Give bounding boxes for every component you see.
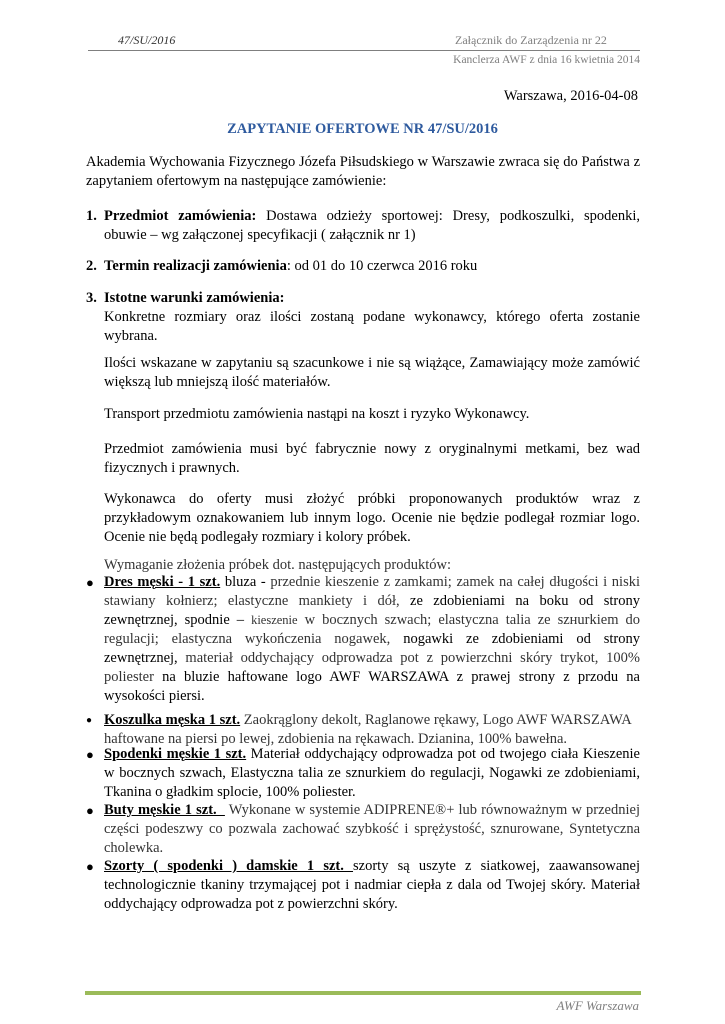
bullet-koszulka (104, 711, 640, 749)
koszulka-text-2: haftowane na piersi po lewej, zdobienia na rękawach. Dzianina, 100% bawełna. (104, 731, 568, 747)
dres-text-6: w bocznych szwach; elastyczna talia ze szнurkiem do regulacji; elastyczna wykończenia nogawek, (104, 612, 640, 647)
footer-divider (85, 991, 641, 995)
paragraph-new-item: Przedmiot zamówienia musi być fabrycznie nowy z oryginalnymi metkami, bez wad fizycznych i prawnych. (104, 441, 640, 476)
dres-text-4: – (229, 612, 252, 628)
bullet-dot-icon: ● (86, 803, 94, 818)
point-2-heading: Termin realizacji zamówienia (104, 258, 287, 274)
dres-text-9: na bluzie haftowane logo AWF WARSZAWA z prawej strony z przodu na wysokości piersi. (104, 669, 640, 704)
document-date: Warszawa, 2016-04-08 (503, 88, 638, 104)
bullet-szorty (104, 857, 640, 914)
bullet-dot-icon: ● (86, 859, 94, 874)
point-2-text: : od 01 do 10 czerwca 2016 roku (286, 258, 478, 274)
bullet-dot-icon: ● (86, 747, 94, 762)
dres-text-1: bluza - (220, 574, 271, 590)
bullet-dot-icon: ● (86, 575, 94, 590)
paragraph-samples-required: Wymaganie złożenia próbek dot. następujących produktów: (104, 557, 452, 573)
point-3 (104, 289, 640, 346)
buty-name: Buty męskie 1 szt. (104, 802, 225, 818)
spodenki-text-1: Materiał oddychający odprowadza pot od twojego ciała Kieszenie w bocznych szwach, Elastyczna talia ze sznurkiem do regulacji, Nogawki ze zdobieniami, Tkanina o gładkim splocie, 100% poliester. (104, 746, 640, 800)
footer-text: AWF Warszawa (556, 998, 639, 1013)
point-3-number: 3. (86, 290, 97, 306)
bullet-dres (104, 573, 640, 706)
szorty-name: Szorty ( spodenki ) damskie 1 szt. (104, 858, 354, 874)
paragraph-quantities: Ilości wskazane w zapytaniu są szacunkowe i nie są wiążące, Zamawiający może zamówić większą lub mniejszą ilość materiałów. (104, 355, 640, 390)
header-divider (88, 50, 640, 51)
point-1 (104, 207, 640, 245)
point-3-heading: Istotne warunki zamówienia: (104, 290, 285, 306)
dres-text-7: nogawki ze zdobieniami od strony zewnętrznej, (104, 631, 641, 666)
dres-text-5: kieszenie (251, 613, 298, 627)
bullet-buty (104, 801, 640, 858)
koszulka-text-1: Zaokrąglony dekolt, Raglanowe rękawy, Logo AWF WARSZAWA (240, 712, 632, 728)
document-title: ZAPYTANIE OFERTOWE NR 47/SU/2016 (227, 121, 498, 137)
point-2-number: 2. (86, 258, 97, 274)
point-1-heading: Przedmiot zamówienia: (104, 208, 257, 224)
paragraph-samples: Wykonawca do oferty musi złożyć próbki proponowanych produktów wraz z przykładowym oznakowaniem lub innym logo. Ocenie nie będzie podlegał rozmiar logo. Ocenie nie będą podlegały rozmiary i kolory próbek. (104, 491, 640, 545)
header-doc-number: 47/SU/2016 (118, 33, 176, 47)
header-attachment-line2: Kanclerza AWF z dnia 16 kwietnia 2014 (453, 54, 640, 66)
szorty-text-1: szorty są uszyte z siatkowej, zaawansowanej technologicznie tkaniny trzymającej pot i nadmiar ciepła z dala od Twojej skóry. Materiał oddychający odprowadza pot z powierzchni skóry. (104, 858, 640, 912)
dres-text-8: materiał oddychający odprowadza pot z powierzchni skóry trykot, 100% poliester (104, 650, 640, 685)
dres-text-2: przednie kieszenie z zamkami; zamek na całej długości i niski stawiany kołnierz; elastyczne mankiety i dół, (104, 574, 641, 609)
koszulka-name: Koszulka męska 1 szt. (104, 712, 241, 728)
point-1-text: Dostawa odzieży sportowej: Dresy, podkoszulki, spodenki, obuwie – wg załączonej specyfikacji ( załącznik nr 1) (104, 208, 640, 243)
paragraph-transport: Transport przedmiotu zamówienia nastąpi na koszt i ryzyko Wykonawcy. (104, 406, 530, 422)
point-2 (104, 257, 640, 276)
header-attachment-line1: Załącznik do Zarządzenia nr 22 (455, 33, 607, 47)
dres-name: Dres męski - 1 szt. (104, 574, 221, 590)
intro-paragraph: Akademia Wychowania Fizycznego Józefa Piłsudskiego w Warszawie zwraca się do Państwa z zapytaniem ofertowym na następujące zamówienie: (86, 154, 640, 189)
bullet-spodenki (104, 745, 640, 802)
dres-text-3: ze zdobieniami na boku od strony zewnętrznej, spodnie (104, 593, 640, 628)
point-1-number: 1. (86, 208, 97, 224)
buty-text-1: Wykonane w systemie ADIPRENE®+ lub równoważnym w przedniej części podeszwy co pozwala zachować szybkość i sprężystość, sznurowane, Syntetyczna cholewka. (104, 802, 640, 856)
point-3-text: Konkretne rozmiary oraz ilości zostaną podane wykonawcy, którego oferta zostanie wybrana. (104, 309, 640, 344)
spodenki-name: Spodenki męskie 1 szt. (104, 746, 247, 762)
bullet-dot-icon: ● (86, 715, 93, 726)
